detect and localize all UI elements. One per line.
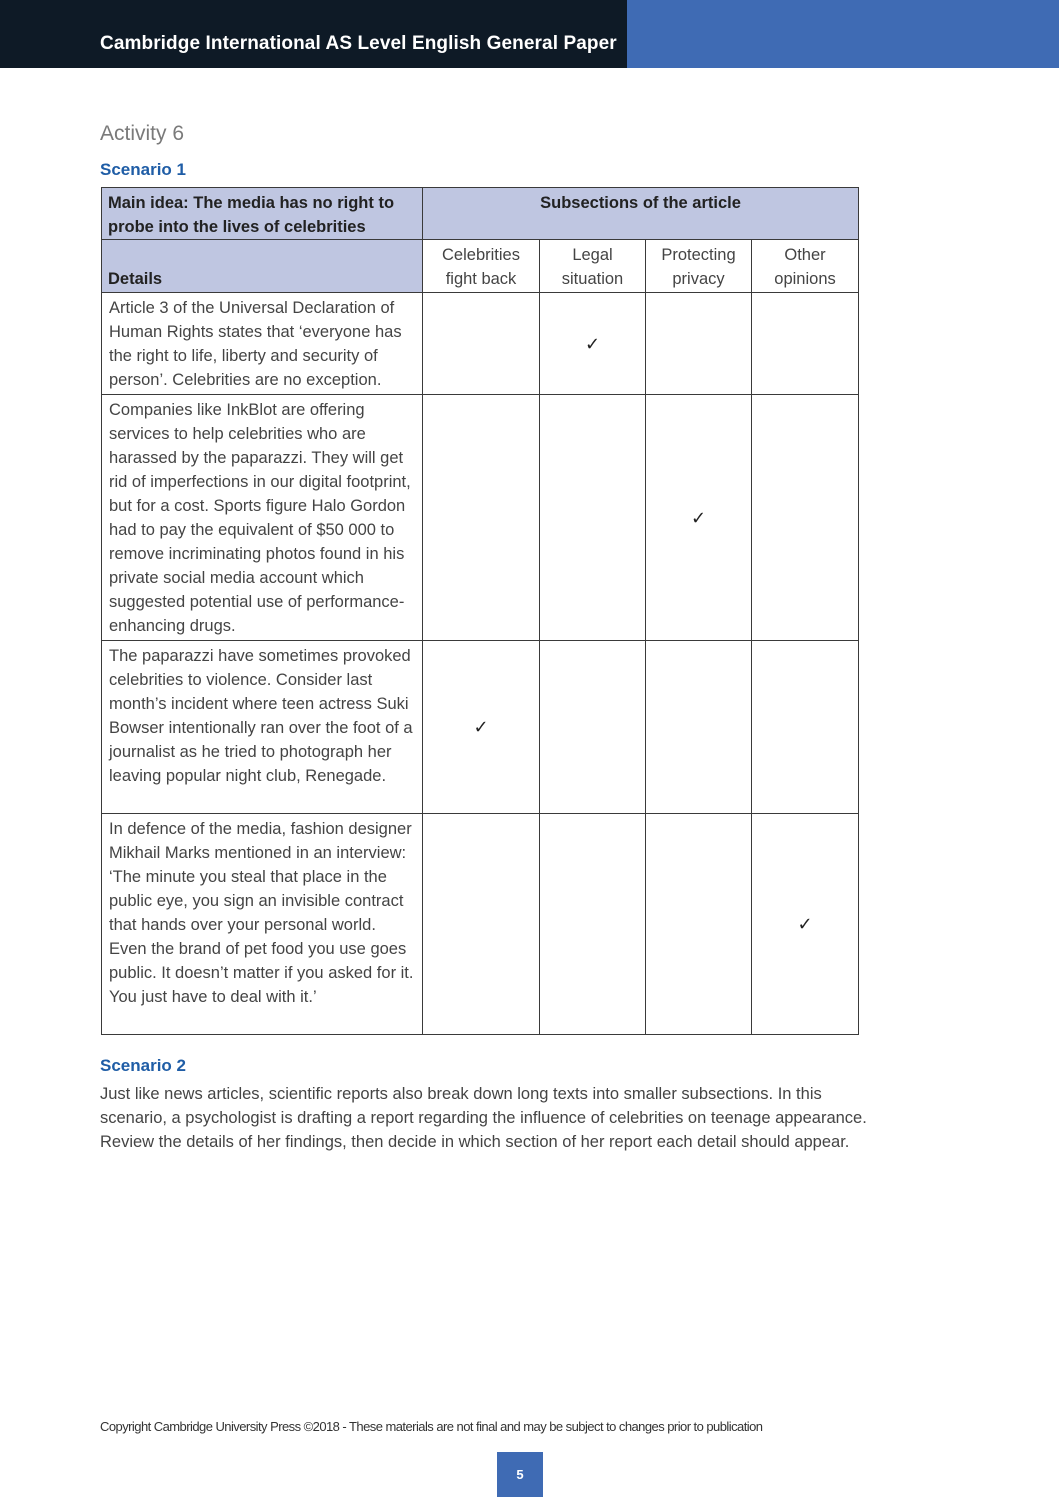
subsections-header: Subsections of the article bbox=[423, 188, 859, 240]
tick-cell bbox=[540, 814, 646, 1035]
column-header: Protecting privacy bbox=[646, 240, 752, 293]
table-row bbox=[102, 641, 859, 814]
column-header: Other opinions bbox=[752, 240, 859, 293]
tick-cell: ✓ bbox=[646, 395, 752, 641]
copyright-footer: Copyright Cambridge University Press ©2018 - These materials are not final and may be subject to changes prior to publication bbox=[100, 1419, 763, 1434]
page-header bbox=[0, 0, 1059, 68]
tick-cell bbox=[540, 395, 646, 641]
column-header-row bbox=[102, 240, 859, 293]
detail-cell: In defence of the media, fashion designer Mikhail Marks mentioned in an interview: ‘The minute you steal that place in the public eye, you sign an invisible contract that hands over your personal world. Even the brand of pet food you use goes public. It doesn’t matter if you asked for it. You just have to deal with it.’ bbox=[102, 814, 423, 1035]
tick-cell bbox=[752, 395, 859, 641]
tick-cell bbox=[423, 395, 540, 641]
details-header: Details bbox=[102, 240, 423, 293]
page-number: 5 bbox=[497, 1452, 543, 1497]
scenario-2-paragraph: Just like news articles, scientific reports also break down long texts into smaller subsections. In this scenario, a psychologist is drafting a report regarding the influence of celebrities on teenage appearance. Review the details of her findings, then decide in which section of her report each detail should appear. bbox=[100, 1085, 867, 1151]
table-header-row bbox=[102, 188, 859, 240]
tick-cell bbox=[646, 641, 752, 814]
table-row bbox=[102, 293, 859, 395]
tick-cell: ✓ bbox=[540, 293, 646, 395]
scenario-1-table bbox=[101, 187, 859, 1035]
detail-cell: Companies like InkBlot are offering services to help celebrities who are harassed by the paparazzi. They will get rid of imperfections in our digital footprint, but for a cost. Sports figure Halo Gordon had to pay the equivalent of $50 000 to remove incriminating photos found in his private social media account which suggested potential use of performance-enhancing drugs. bbox=[102, 395, 423, 641]
tick-cell bbox=[540, 641, 646, 814]
column-header: Legal situation bbox=[540, 240, 646, 293]
column-header: Celebrities fight back bbox=[423, 240, 540, 293]
tick-cell bbox=[752, 293, 859, 395]
main-idea-cell: Main idea: The media has no right to probe into the lives of celebrities bbox=[102, 188, 423, 240]
tick-cell bbox=[423, 814, 540, 1035]
header-blue-band bbox=[627, 0, 1059, 68]
scenario-1-heading: Scenario 1 bbox=[100, 160, 186, 179]
tick-cell bbox=[752, 641, 859, 814]
detail-cell: Article 3 of the Universal Declaration of Human Rights states that ‘everyone has the right to life, liberty and security of person’. Celebrities are no exception. bbox=[102, 293, 423, 395]
tick-cell: ✓ bbox=[423, 641, 540, 814]
header-title: Cambridge International AS Level English General Paper bbox=[100, 33, 617, 54]
tick-cell bbox=[646, 293, 752, 395]
tick-cell: ✓ bbox=[752, 814, 859, 1035]
activity-title: Activity 6 bbox=[100, 122, 185, 145]
tick-cell bbox=[646, 814, 752, 1035]
table-row bbox=[102, 814, 859, 1035]
table-row bbox=[102, 395, 859, 641]
scenario-2-heading: Scenario 2 bbox=[100, 1056, 186, 1075]
tick-cell bbox=[423, 293, 540, 395]
detail-cell: The paparazzi have sometimes provoked celebrities to violence. Consider last month’s incident where teen actress Suki Bowser intentionally ran over the foot of a journalist as he tried to photograph her leaving popular night club, Renegade. bbox=[102, 641, 423, 814]
